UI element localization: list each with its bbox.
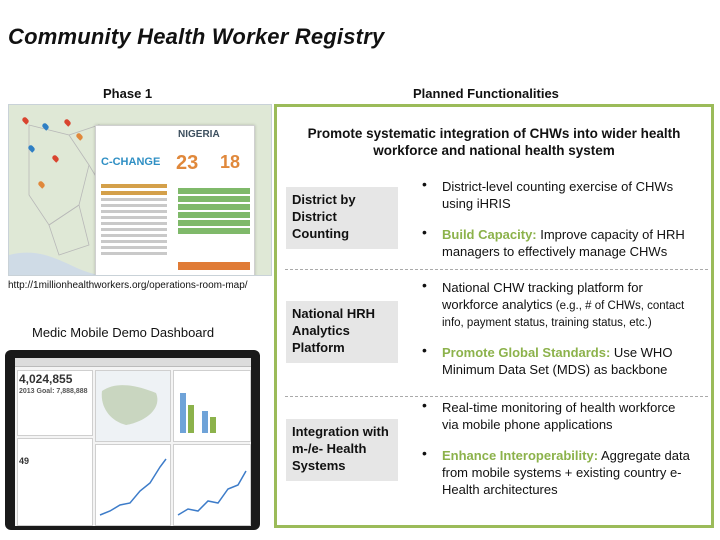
bullet-line: Health architectures bbox=[442, 482, 558, 497]
dashboard-line-chart bbox=[174, 445, 250, 525]
organization-info-card bbox=[95, 125, 255, 276]
bullet-line: info, payment status, training status, etc.) bbox=[442, 317, 652, 329]
dashboard-screen bbox=[15, 358, 251, 526]
bullet-line bbox=[442, 296, 710, 315]
panel-intro-line: Promote systematic integration of CHWs into wider health bbox=[307, 126, 681, 141]
dashboard-tertiary-number: 49 bbox=[19, 456, 30, 466]
category-line: Integration with bbox=[292, 424, 389, 439]
panel-intro-line: workforce and national health system bbox=[373, 143, 615, 158]
medic-mobile-dashboard-screenshot bbox=[5, 350, 260, 530]
bullet-line: Real-time monitoring of health workforce bbox=[442, 400, 676, 415]
bullet-text: Improve capacity of HRH bbox=[536, 227, 685, 242]
bullet-dot: • bbox=[422, 342, 427, 358]
category-line: m-/e- Health bbox=[292, 441, 367, 456]
bullet-line: District-level counting exercise of CHWs bbox=[442, 179, 674, 194]
bullet-build-capacity bbox=[422, 226, 710, 260]
category-line: District bbox=[292, 209, 337, 224]
dashboard-primary-number: 4,024,855 bbox=[19, 372, 73, 386]
dashboard-bar-chart bbox=[174, 371, 250, 441]
dashboard-map-graphic bbox=[96, 371, 170, 441]
bullet-real-time-monitoring bbox=[422, 399, 710, 433]
bullet-global-standards bbox=[422, 344, 710, 378]
section-divider bbox=[285, 396, 708, 397]
bullet-line: via mobile phone applications bbox=[442, 417, 613, 432]
category-line: District by bbox=[292, 192, 356, 207]
c-change-logo: C-CHANGE bbox=[101, 156, 161, 168]
bullet-district-counting bbox=[422, 178, 710, 212]
bullet-national-tracking bbox=[422, 279, 710, 332]
dashboard-bar-chart-panel bbox=[173, 370, 251, 442]
planned-functionalities-panel bbox=[274, 104, 714, 528]
bullet-dot: • bbox=[422, 224, 427, 240]
bullet-line bbox=[442, 447, 710, 464]
bullet-line: National CHW tracking platform for bbox=[442, 280, 643, 295]
category-line: Platform bbox=[292, 340, 345, 355]
map-url-caption[interactable]: http://1millionhealthworkers.org/operations-room-map/ bbox=[8, 280, 248, 291]
bullet-highlight: Promote Global Standards: bbox=[442, 345, 611, 360]
phase-label: Phase 1 bbox=[103, 86, 153, 101]
category-national-hrh-analytics bbox=[286, 301, 398, 363]
bullet-text: workforce analytics bbox=[442, 297, 553, 312]
bullet-line: managers to effectively manage CHWs bbox=[442, 244, 668, 259]
operations-room-map-screenshot bbox=[8, 104, 272, 276]
dashboard-tab-bar bbox=[15, 358, 251, 367]
dashboard-panel bbox=[17, 438, 93, 526]
panel-intro bbox=[277, 125, 711, 159]
bullet-text: Use WHO bbox=[610, 345, 673, 360]
bullet-highlight: Build Capacity: bbox=[442, 227, 537, 242]
category-district-counting bbox=[286, 187, 398, 249]
bullet-line bbox=[442, 344, 710, 361]
card-stat: 23 bbox=[176, 152, 199, 174]
bullet-dot: • bbox=[422, 277, 427, 293]
bullet-dot: • bbox=[422, 176, 427, 192]
bullet-line: using iHRIS bbox=[442, 196, 511, 211]
bullet-text: Aggregate data bbox=[598, 448, 690, 463]
category-integration-m-e-health bbox=[286, 419, 398, 481]
bullet-small-text: (e.g., # of CHWs, contact bbox=[552, 300, 685, 312]
dashboard-line-chart-panel bbox=[95, 444, 171, 526]
card-country: NIGERIA bbox=[178, 129, 220, 140]
category-line: Analytics bbox=[292, 323, 350, 338]
bullet-line: from mobile systems + existing country e- bbox=[442, 465, 682, 480]
card-stat: 18 bbox=[220, 152, 241, 172]
card-description bbox=[101, 184, 167, 258]
bullet-interoperability bbox=[422, 447, 710, 498]
dashboard-line-chart-panel bbox=[173, 444, 251, 526]
dashboard-line-chart bbox=[96, 445, 170, 525]
dashboard-caption: Medic Mobile Demo Dashboard bbox=[32, 325, 215, 340]
bullet-line: Minimum Data Set (MDS) as backbone bbox=[442, 362, 668, 377]
bullet-highlight: Enhance Interoperability: bbox=[442, 448, 599, 463]
dashboard-map-panel bbox=[95, 370, 171, 442]
category-line: Systems bbox=[292, 458, 346, 473]
bullet-dot: • bbox=[422, 445, 427, 461]
bullet-dot: • bbox=[422, 397, 427, 413]
page-title: Community Health Worker Registry bbox=[8, 24, 385, 49]
bullet-line bbox=[442, 226, 710, 243]
dashboard-secondary-number: 2013 Goal: 7,888,888 bbox=[19, 388, 88, 395]
card-menu bbox=[178, 188, 250, 236]
section-divider bbox=[285, 269, 708, 270]
planned-functionalities-label: Planned Functionalities bbox=[413, 86, 559, 101]
category-line: National HRH bbox=[292, 306, 376, 321]
card-action-button[interactable] bbox=[178, 262, 250, 270]
category-line: Counting bbox=[292, 226, 350, 241]
